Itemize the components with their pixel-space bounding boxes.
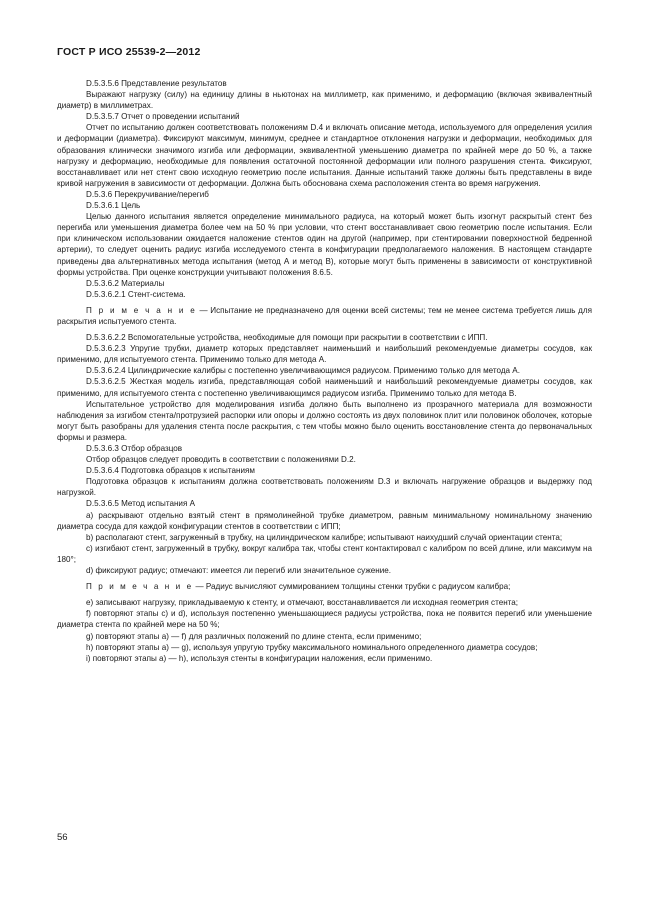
list-item: f) повторяют этапы c) и d), используя постепенно уменьшающиеся радиусы устройства, пока не появится перегиб или уменьшение диаметра стента по крайней мере на 50 %; bbox=[57, 609, 592, 630]
section-heading: D.5.3.6.3 Отбор образцов bbox=[86, 444, 183, 453]
section-heading: D.5.3.6.5 Метод испытания А bbox=[86, 499, 195, 509]
body-paragraph: Подготовка образцов к испытаниям должна соответствовать положениям D.3 и включать нагружение образцов и выдержку под нагрузкой. bbox=[57, 477, 592, 498]
body-paragraph: Целью данного испытания является определение минимального радиуса, на который может быть изогнут раскрытый стент без перегиба или уменьшения диаметра более чем на 50 % при условии, что стент восстанавливает свою геометрию после испытания. Если при клиническом использовании ожидается наложение стентов один на другой (например, при стентировании поверхностной бедренной артерии), то следует оценить радиус изгиба исследуемого стента в конфигурации предполагаемого наложения. В настоящем стандарте приведены два альтернативных метода испытания (метод А и метод В), которые могут быть применены в зависимости от конструктивной формы устройства. При оценке конструкции учитывают положения 8.6.5. bbox=[57, 212, 592, 277]
section-heading: D.5.3.6 Перекручивание/перегиб bbox=[86, 189, 209, 199]
note-paragraph bbox=[57, 581, 592, 592]
list-item: а) раскрывают отдельно взятый стент в прямолинейной трубке диаметром, равным минимальному номинальному значению диаметра сосуда для каждой конфигурации стентов в соответствии с ИПП; bbox=[57, 510, 592, 531]
list-item: d) фиксируют радиус; отмечают: имеется ли перегиб или значительное сужение. bbox=[86, 566, 391, 576]
note-text: — Радиус вычисляют суммированием толщины стенки трубки с радиусом калибра; bbox=[193, 582, 511, 592]
section-heading: D.5.3.6.4 Подготовка образцов к испытаниям bbox=[86, 466, 255, 476]
body-paragraph: Выражают нагрузку (силу) на единицу длины в ньютонах на миллиметр, как применимо, и деформацию (включая эквивалентный диаметр) в миллиметрах. bbox=[57, 90, 592, 111]
body-paragraph: Испытательное устройство для моделирования изгиба должно быть выполнено из прозрачного материала для возможности наблюдения за изгибом стента/протрузией распорки или опоры и должно состоять из двух половинок плит или половинок оболочек, которые могут быть разобраны для удаления стента после раскрытия, с тем чтобы можно было оценить восстановление стента до первоначальных формы и размера. bbox=[57, 399, 592, 442]
document-header: ГОСТ Р ИСО 25539-2—2012 bbox=[57, 46, 201, 58]
section-heading: D.5.3.5.6 Представление результатов bbox=[86, 79, 227, 88]
list-item: c) изгибают стент, загруженный в трубку, вокруг калибра так, чтобы стент контактировал с калибром по всей длине, или максимум на 180°; bbox=[57, 543, 592, 564]
list-item: i) повторяют этапы a) — h), используя стенты в конфигурации наложения, если применимо. bbox=[86, 653, 433, 663]
document-body bbox=[57, 78, 592, 664]
section-heading: D.5.3.6.2.1 Стент-система. bbox=[86, 289, 186, 299]
section-heading: D.5.3.6.2 Материалы bbox=[86, 278, 165, 288]
section-heading: D.5.3.5.7 Отчет о проведении испытаний bbox=[86, 112, 240, 122]
list-item: b) располагают стент, загруженный в трубку, на цилиндрическом калибре; испытывают наихудший случай ориентации стента; bbox=[86, 532, 563, 542]
body-paragraph: D.5.3.6.2.5 Жесткая модель изгиба, представляющая собой наименьший и наибольший рекомендуемые диаметры сосудов, как применимо, для испытуемого стента с постепенно увеличивающимся радиусом изгиба. Применимо только для метода В. bbox=[57, 377, 592, 398]
note-prefix: П р и м е ч а н и е bbox=[86, 582, 194, 592]
section-heading: D.5.3.6.1 Цель bbox=[86, 201, 141, 211]
section-heading: Отбор образцов следует проводить в соответствии с положениями D.2. bbox=[86, 455, 356, 465]
list-item: g) повторяют этапы a) — f) для различных положений по длине стента, если применимо; bbox=[86, 631, 422, 641]
body-paragraph: Отчет по испытанию должен соответствовать положениям D.4 и включать описание метода, используемого для определения усилия и деформации (диаметра). Фиксируют максимум, минимум, среднее и стандартное отклонения нагрузки и деформации, необходимых для образования клинически значимого изгиба или деформации, эквивалентной уменьшению диаметра по крайней мере до 50 %, а также нагрузку и деформацию, необходимые для появления остаточной постоянной деформации или полного разрушения стента. Фиксируют, восстанавливает или нет стент свою исходную геометрию после испытания. Данные испытаний также должны быть представлены в виде кривой нагружения в зависимости от деформации. Должна быть обоснована схема расположения стента во время нагружения. bbox=[57, 123, 592, 188]
note-prefix: П р и м е ч а н и е bbox=[86, 305, 197, 315]
section-heading: D.5.3.6.2.2 Вспомогательные устройства, необходимые для помощи при раскрытии в соответствии с ИПП. bbox=[86, 333, 488, 343]
list-item: e) записывают нагрузку, прикладываемую к стенту, и отмечают, восстанавливается ли исходная геометрия стента; bbox=[86, 598, 519, 608]
note-text: — Испытание не предназначено для оценки всей системы; тем не менее система требуется лишь для раскрытия испытуемого стента. bbox=[57, 305, 592, 326]
body-paragraph: D.5.3.6.2.3 Упругие трубки, диаметр которых представляет наименьший и наибольший рекомендуемые диаметры сосудов, как применимо, для испытуемого стента. Применимо только для метода А. bbox=[57, 344, 592, 365]
note-paragraph bbox=[57, 305, 592, 327]
body-paragraph: D.5.3.6.2.4 Цилиндрические калибры с постепенно увеличивающимся радиусом. Применимо только для метода А. bbox=[86, 366, 520, 376]
list-item: h) повторяют этапы a) — g), используя упругую трубку максимального номинального определенного диаметра сосудов; bbox=[86, 642, 538, 652]
page-number: 56 bbox=[57, 832, 68, 843]
